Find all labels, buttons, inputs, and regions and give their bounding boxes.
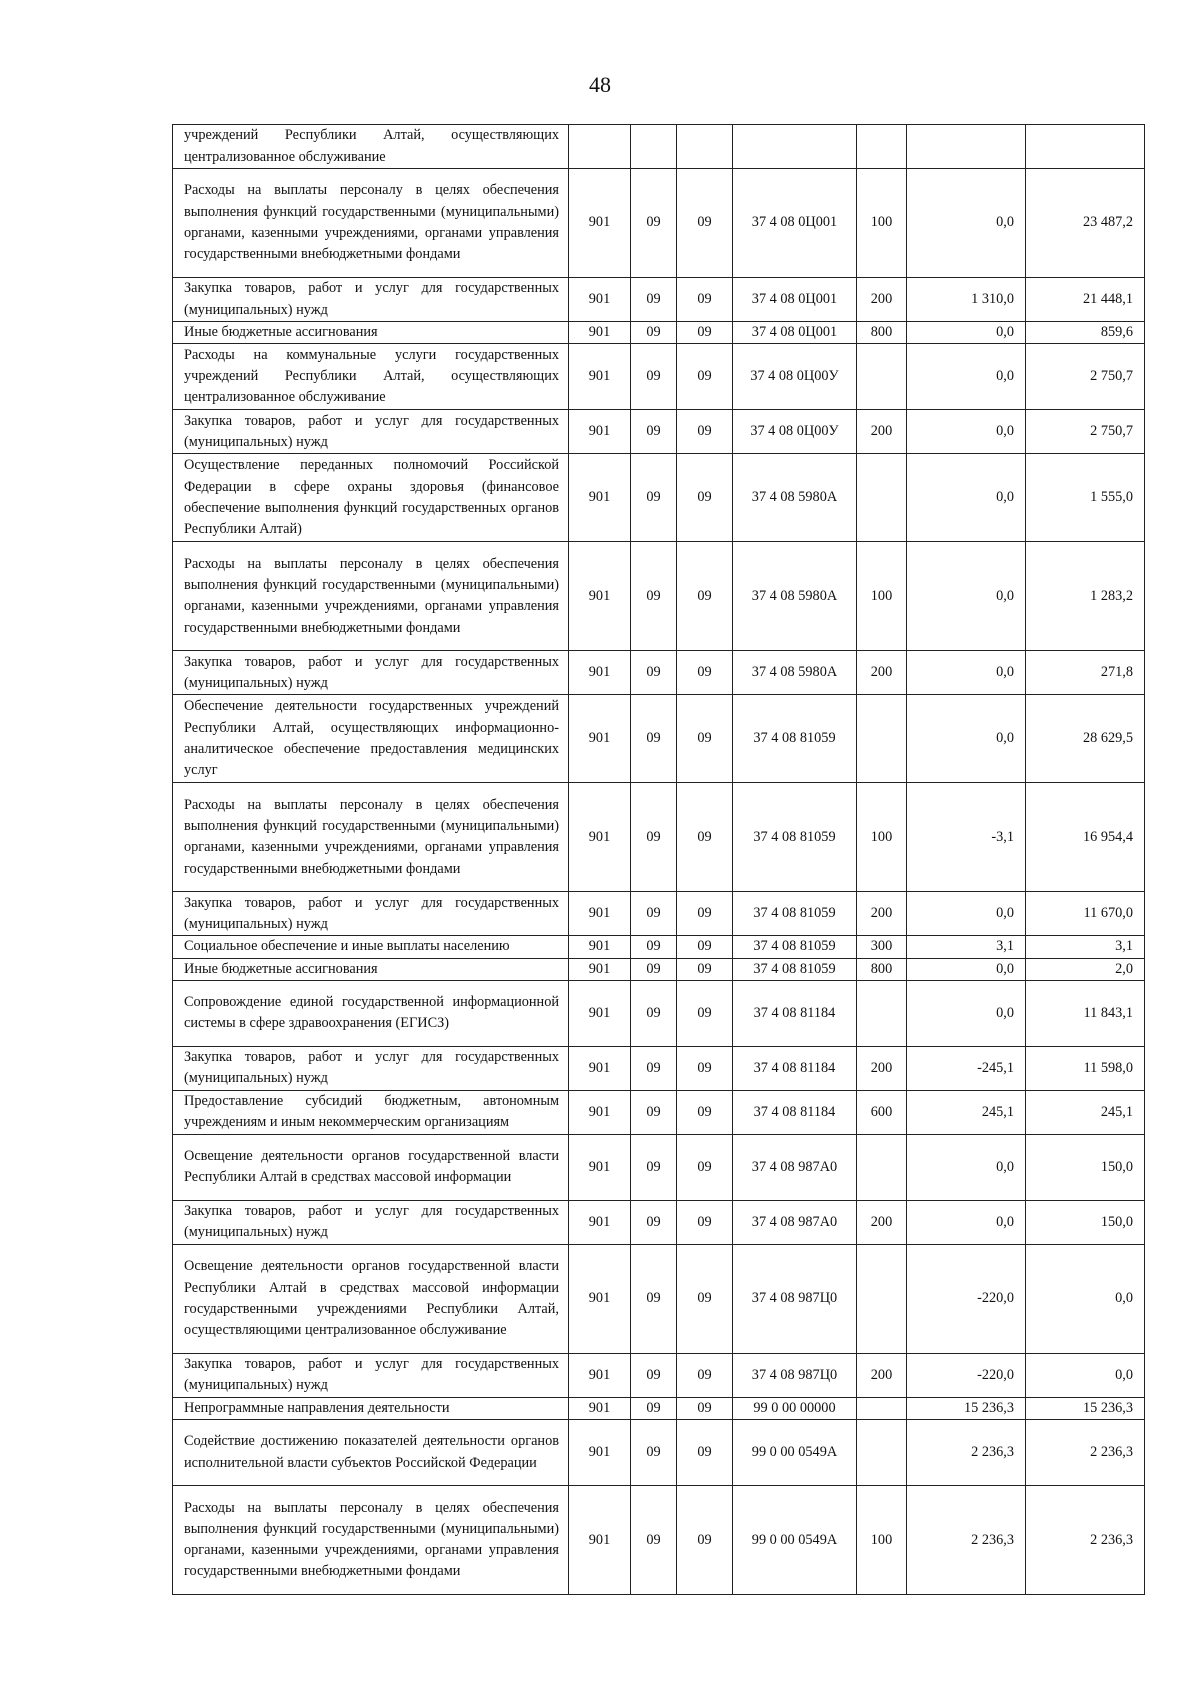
section-code-cell: 09 (631, 695, 677, 783)
subsection-code-cell: 09 (677, 1134, 733, 1200)
total-amount-cell: 2 236,3 (1026, 1486, 1145, 1595)
ministry-code-cell: 901 (569, 1200, 631, 1244)
expense-type-cell: 200 (857, 1046, 907, 1090)
table-row (173, 169, 1145, 278)
change-amount-cell: -245,1 (907, 1046, 1026, 1090)
ministry-code-cell: 901 (569, 410, 631, 454)
target-article-cell: 99 0 00 0549А (733, 1420, 857, 1486)
subsection-code-cell: 09 (677, 783, 733, 892)
target-article-cell: 37 4 08 5980А (733, 454, 857, 542)
change-amount-cell: 0,0 (907, 410, 1026, 454)
total-amount-cell: 2,0 (1026, 958, 1145, 980)
expense-name-cell: Содействие достижению показателей деятельности органов исполнительной власти субъектов Российской Федерации (173, 1420, 569, 1486)
expense-name-cell: Расходы на выплаты персоналу в целях обеспечения выполнения функций государственными (муниципальными) органами, казенными учреждениями, органами управления государственными внебюджетными фондами (173, 542, 569, 651)
target-article-cell: 99 0 00 0549А (733, 1486, 857, 1595)
subsection-code-cell: 09 (677, 892, 733, 936)
ministry-code-cell: 901 (569, 1134, 631, 1200)
total-amount-cell: 1 283,2 (1026, 542, 1145, 651)
total-amount-cell: 2 750,7 (1026, 344, 1145, 410)
total-amount-cell: 2 750,7 (1026, 410, 1145, 454)
change-amount-cell: 0,0 (907, 322, 1026, 344)
section-code-cell: 09 (631, 1486, 677, 1595)
total-amount-cell: 0,0 (1026, 1244, 1145, 1353)
change-amount-cell: 3,1 (907, 936, 1026, 958)
subsection-code-cell: 09 (677, 169, 733, 278)
ministry-code-cell: 901 (569, 892, 631, 936)
subsection-code-cell: 09 (677, 454, 733, 542)
section-code-cell: 09 (631, 958, 677, 980)
section-code-cell: 09 (631, 1420, 677, 1486)
expense-name-cell: Освещение деятельности органов государственной власти Республики Алтай в средствах массовой информации государственными учреждениями Республики Алтай, осуществляющими централизованное обслуживание (173, 1244, 569, 1353)
ministry-code-cell: 901 (569, 169, 631, 278)
change-amount-cell: 1 310,0 (907, 278, 1026, 322)
expense-type-cell: 100 (857, 783, 907, 892)
expense-type-cell (857, 1244, 907, 1353)
expense-type-cell: 800 (857, 958, 907, 980)
table-row (173, 695, 1145, 783)
ministry-code-cell: 901 (569, 278, 631, 322)
expense-type-cell (857, 980, 907, 1046)
expense-name-cell: Социальное обеспечение и иные выплаты населению (173, 936, 569, 958)
table-row (173, 1134, 1145, 1200)
target-article-cell: 37 4 08 987А0 (733, 1200, 857, 1244)
expense-type-cell (857, 344, 907, 410)
section-code-cell: 09 (631, 936, 677, 958)
ministry-code-cell: 901 (569, 958, 631, 980)
section-code-cell: 09 (631, 980, 677, 1046)
expense-name-cell: Расходы на выплаты персоналу в целях обеспечения выполнения функций государственными (муниципальными) органами, казенными учреждениями, органами управления государственными внебюджетными фондами (173, 783, 569, 892)
expense-type-cell (857, 695, 907, 783)
expense-type-cell: 200 (857, 278, 907, 322)
expense-name-cell: Закупка товаров, работ и услуг для государственных (муниципальных) нужд (173, 278, 569, 322)
subsection-code-cell: 09 (677, 1046, 733, 1090)
target-article-cell: 37 4 08 987А0 (733, 1134, 857, 1200)
table-row (173, 1090, 1145, 1134)
table-row (173, 542, 1145, 651)
section-code-cell: 09 (631, 783, 677, 892)
subsection-code-cell: 09 (677, 542, 733, 651)
change-amount-cell: 0,0 (907, 1134, 1026, 1200)
total-amount-cell: 0,0 (1026, 1353, 1145, 1397)
expense-name-cell: Закупка товаров, работ и услуг для государственных (муниципальных) нужд (173, 1200, 569, 1244)
subsection-code-cell: 09 (677, 1486, 733, 1595)
expense-type-cell (857, 1397, 907, 1419)
expense-type-cell: 200 (857, 892, 907, 936)
expense-name-cell: учреждений Республики Алтай, осуществляющих централизованное обслуживание (173, 125, 569, 169)
change-amount-cell: 0,0 (907, 542, 1026, 651)
total-amount-cell: 11 670,0 (1026, 892, 1145, 936)
expense-name-cell: Иные бюджетные ассигнования (173, 958, 569, 980)
change-amount-cell: 2 236,3 (907, 1420, 1026, 1486)
target-article-cell: 37 4 08 0Ц001 (733, 322, 857, 344)
ministry-code-cell: 901 (569, 1420, 631, 1486)
expense-type-cell (857, 1420, 907, 1486)
subsection-code-cell: 09 (677, 1090, 733, 1134)
ministry-code-cell: 901 (569, 1090, 631, 1134)
change-amount-cell: 15 236,3 (907, 1397, 1026, 1419)
change-amount-cell: 245,1 (907, 1090, 1026, 1134)
section-code-cell: 09 (631, 1397, 677, 1419)
ministry-code-cell: 901 (569, 1244, 631, 1353)
section-code-cell: 09 (631, 322, 677, 344)
table-row (173, 125, 1145, 169)
change-amount-cell: 0,0 (907, 958, 1026, 980)
total-amount-cell: 150,0 (1026, 1200, 1145, 1244)
section-code-cell: 09 (631, 651, 677, 695)
change-amount-cell: -3,1 (907, 783, 1026, 892)
target-article-cell: 37 4 08 5980А (733, 542, 857, 651)
expense-type-cell (857, 1134, 907, 1200)
table-row (173, 783, 1145, 892)
target-article-cell: 37 4 08 81059 (733, 958, 857, 980)
change-amount-cell: 0,0 (907, 892, 1026, 936)
change-amount-cell: 0,0 (907, 454, 1026, 542)
ministry-code-cell: 901 (569, 651, 631, 695)
section-code-cell: 09 (631, 1046, 677, 1090)
total-amount-cell: 1 555,0 (1026, 454, 1145, 542)
target-article-cell (733, 125, 857, 169)
table-row (173, 344, 1145, 410)
expense-name-cell: Закупка товаров, работ и услуг для государственных (муниципальных) нужд (173, 410, 569, 454)
table-row (173, 1420, 1145, 1486)
table-row (173, 1200, 1145, 1244)
table-row (173, 1486, 1145, 1595)
ministry-code-cell: 901 (569, 1397, 631, 1419)
section-code-cell: 09 (631, 278, 677, 322)
section-code-cell: 09 (631, 1090, 677, 1134)
subsection-code-cell (677, 125, 733, 169)
subsection-code-cell: 09 (677, 651, 733, 695)
change-amount-cell: 0,0 (907, 344, 1026, 410)
expense-name-cell: Освещение деятельности органов государственной власти Республики Алтай в средствах массовой информации (173, 1134, 569, 1200)
total-amount-cell: 3,1 (1026, 936, 1145, 958)
expense-name-cell: Непрограммные направления деятельности (173, 1397, 569, 1419)
table-row (173, 1353, 1145, 1397)
ministry-code-cell (569, 125, 631, 169)
expense-type-cell: 300 (857, 936, 907, 958)
expense-name-cell: Осуществление переданных полномочий Российской Федерации в сфере охраны здоровья (финансовое обеспечение выполнения функций государственных органов Республики Алтай) (173, 454, 569, 542)
total-amount-cell: 271,8 (1026, 651, 1145, 695)
total-amount-cell: 11 843,1 (1026, 980, 1145, 1046)
table-row (173, 892, 1145, 936)
target-article-cell: 37 4 08 0Ц001 (733, 169, 857, 278)
total-amount-cell: 2 236,3 (1026, 1420, 1145, 1486)
expense-type-cell: 100 (857, 169, 907, 278)
change-amount-cell: 0,0 (907, 1200, 1026, 1244)
expense-name-cell: Предоставление субсидий бюджетным, автономным учреждениям и иным некоммерческим организациям (173, 1090, 569, 1134)
subsection-code-cell: 09 (677, 410, 733, 454)
target-article-cell: 37 4 08 5980А (733, 651, 857, 695)
expense-type-cell: 100 (857, 1486, 907, 1595)
change-amount-cell (907, 125, 1026, 169)
target-article-cell: 37 4 08 987Ц0 (733, 1244, 857, 1353)
expense-type-cell: 200 (857, 410, 907, 454)
section-code-cell: 09 (631, 892, 677, 936)
target-article-cell: 37 4 08 0Ц001 (733, 278, 857, 322)
expense-name-cell: Закупка товаров, работ и услуг для государственных (муниципальных) нужд (173, 1046, 569, 1090)
section-code-cell: 09 (631, 542, 677, 651)
target-article-cell: 37 4 08 81184 (733, 1046, 857, 1090)
subsection-code-cell: 09 (677, 958, 733, 980)
total-amount-cell: 28 629,5 (1026, 695, 1145, 783)
table-row (173, 322, 1145, 344)
table-row (173, 1046, 1145, 1090)
expense-name-cell: Иные бюджетные ассигнования (173, 322, 569, 344)
ministry-code-cell: 901 (569, 783, 631, 892)
total-amount-cell: 16 954,4 (1026, 783, 1145, 892)
table-row (173, 936, 1145, 958)
target-article-cell: 37 4 08 81184 (733, 980, 857, 1046)
expense-name-cell: Закупка товаров, работ и услуг для государственных (муниципальных) нужд (173, 1353, 569, 1397)
ministry-code-cell: 901 (569, 1486, 631, 1595)
table-row (173, 454, 1145, 542)
total-amount-cell: 15 236,3 (1026, 1397, 1145, 1419)
subsection-code-cell: 09 (677, 1353, 733, 1397)
subsection-code-cell: 09 (677, 1200, 733, 1244)
section-code-cell: 09 (631, 410, 677, 454)
section-code-cell: 09 (631, 1244, 677, 1353)
expense-name-cell: Закупка товаров, работ и услуг для государственных (муниципальных) нужд (173, 651, 569, 695)
ministry-code-cell: 901 (569, 936, 631, 958)
section-code-cell: 09 (631, 454, 677, 542)
expense-type-cell: 600 (857, 1090, 907, 1134)
table-row (173, 980, 1145, 1046)
subsection-code-cell: 09 (677, 1397, 733, 1419)
section-code-cell: 09 (631, 1200, 677, 1244)
page-number: 48 (589, 72, 611, 97)
table-row (173, 1397, 1145, 1419)
subsection-code-cell: 09 (677, 695, 733, 783)
total-amount-cell: 23 487,2 (1026, 169, 1145, 278)
section-code-cell (631, 125, 677, 169)
expense-name-cell: Обеспечение деятельности государственных учреждений Республики Алтай, осуществляющих информационно-аналитическое обеспечение предоставления медицинских услуг (173, 695, 569, 783)
budget-table-body (173, 125, 1145, 1595)
subsection-code-cell: 09 (677, 322, 733, 344)
ministry-code-cell: 901 (569, 322, 631, 344)
target-article-cell: 37 4 08 81059 (733, 892, 857, 936)
total-amount-cell: 150,0 (1026, 1134, 1145, 1200)
expense-name-cell: Расходы на коммунальные услуги государственных учреждений Республики Алтай, осуществляющих централизованное обслуживание (173, 344, 569, 410)
ministry-code-cell: 901 (569, 542, 631, 651)
target-article-cell: 37 4 08 81059 (733, 783, 857, 892)
section-code-cell: 09 (631, 344, 677, 410)
expense-name-cell: Закупка товаров, работ и услуг для государственных (муниципальных) нужд (173, 892, 569, 936)
subsection-code-cell: 09 (677, 344, 733, 410)
expense-type-cell (857, 125, 907, 169)
target-article-cell: 37 4 08 81184 (733, 1090, 857, 1134)
ministry-code-cell: 901 (569, 344, 631, 410)
table-row (173, 278, 1145, 322)
subsection-code-cell: 09 (677, 980, 733, 1046)
expense-type-cell: 100 (857, 542, 907, 651)
expense-type-cell: 200 (857, 1353, 907, 1397)
target-article-cell: 37 4 08 0Ц00У (733, 344, 857, 410)
subsection-code-cell: 09 (677, 278, 733, 322)
change-amount-cell: 0,0 (907, 651, 1026, 695)
target-article-cell: 37 4 08 987Ц0 (733, 1353, 857, 1397)
change-amount-cell: 2 236,3 (907, 1486, 1026, 1595)
section-code-cell: 09 (631, 169, 677, 278)
ministry-code-cell: 901 (569, 1353, 631, 1397)
section-code-cell: 09 (631, 1353, 677, 1397)
change-amount-cell: -220,0 (907, 1244, 1026, 1353)
table-row (173, 1244, 1145, 1353)
target-article-cell: 37 4 08 0Ц00У (733, 410, 857, 454)
expense-name-cell: Расходы на выплаты персоналу в целях обеспечения выполнения функций государственными (муниципальными) органами, казенными учреждениями, органами управления государственными внебюджетными фондами (173, 1486, 569, 1595)
ministry-code-cell: 901 (569, 695, 631, 783)
subsection-code-cell: 09 (677, 1244, 733, 1353)
ministry-code-cell: 901 (569, 454, 631, 542)
target-article-cell: 37 4 08 81059 (733, 936, 857, 958)
table-row (173, 410, 1145, 454)
expense-type-cell: 200 (857, 1200, 907, 1244)
subsection-code-cell: 09 (677, 1420, 733, 1486)
table-row (173, 651, 1145, 695)
total-amount-cell: 245,1 (1026, 1090, 1145, 1134)
section-code-cell: 09 (631, 1134, 677, 1200)
change-amount-cell: -220,0 (907, 1353, 1026, 1397)
total-amount-cell: 859,6 (1026, 322, 1145, 344)
expense-type-cell (857, 454, 907, 542)
budget-table (172, 124, 1145, 1595)
expense-name-cell: Сопровождение единой государственной информационной системы в сфере здравоохранения (ЕГИСЗ) (173, 980, 569, 1046)
total-amount-cell: 11 598,0 (1026, 1046, 1145, 1090)
table-row (173, 958, 1145, 980)
expense-name-cell: Расходы на выплаты персоналу в целях обеспечения выполнения функций государственными (муниципальными) органами, казенными учреждениями, органами управления государственными внебюджетными фондами (173, 169, 569, 278)
ministry-code-cell: 901 (569, 1046, 631, 1090)
change-amount-cell: 0,0 (907, 169, 1026, 278)
total-amount-cell (1026, 125, 1145, 169)
subsection-code-cell: 09 (677, 936, 733, 958)
target-article-cell: 37 4 08 81059 (733, 695, 857, 783)
expense-type-cell: 800 (857, 322, 907, 344)
expense-type-cell: 200 (857, 651, 907, 695)
total-amount-cell: 21 448,1 (1026, 278, 1145, 322)
target-article-cell: 99 0 00 00000 (733, 1397, 857, 1419)
change-amount-cell: 0,0 (907, 980, 1026, 1046)
change-amount-cell: 0,0 (907, 695, 1026, 783)
ministry-code-cell: 901 (569, 980, 631, 1046)
